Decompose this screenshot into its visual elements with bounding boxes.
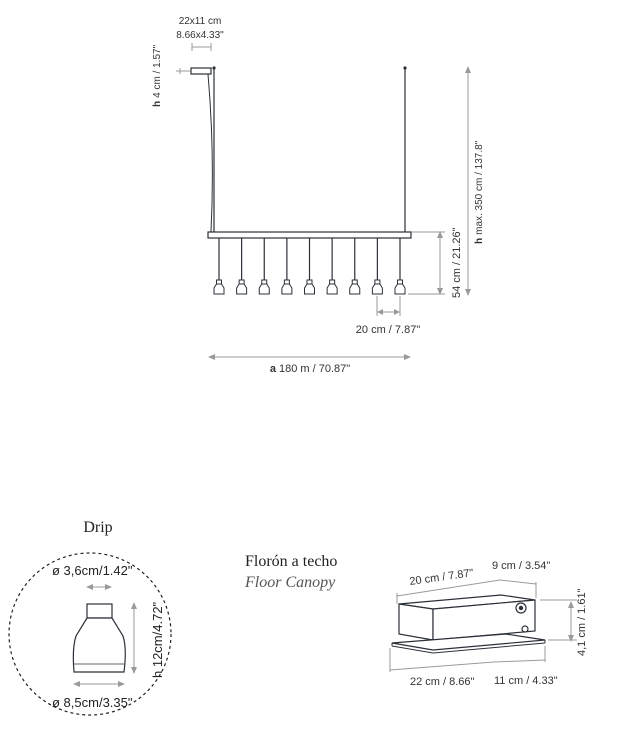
pendant-cap: [239, 280, 244, 284]
canopy-height-value: 4 cm / 1.57": [152, 44, 163, 98]
height-max-arrow-bottom: [465, 289, 471, 296]
pendant-shade: [282, 284, 292, 294]
pendant-lamp: [214, 238, 224, 294]
length-value: 180 m / 70.87": [278, 363, 351, 375]
height-max-label: hmax. 350 cm / 137.8": [474, 140, 485, 244]
pendant-shade: [305, 284, 315, 294]
drip-height-label: h 12cm/4.72": [150, 601, 165, 678]
anchor-left: [212, 66, 215, 69]
pendant-lamp: [350, 238, 360, 294]
height-max-value: max. 350 cm / 137.8": [474, 140, 485, 235]
length-label: a 180 m / 70.87": [269, 363, 351, 375]
pendant-shade: [237, 284, 247, 294]
canopy-title: Florón a techo: [245, 553, 338, 570]
pendant-shade: [259, 284, 269, 294]
horizontal-bar: [208, 232, 411, 238]
pendant-lamp: [327, 238, 337, 294]
bottom-diameter-arrow-right: [118, 681, 125, 687]
top-diameter-arrow-left: [86, 584, 93, 590]
pendant-shade: [372, 284, 382, 294]
canopy-depth-bottom-label: 11 cm / 4.33": [494, 675, 558, 687]
drip-title: Drip: [83, 519, 113, 536]
length-arrow-left: [208, 354, 215, 360]
height-max-arrow-top: [465, 66, 471, 73]
pendant-shade: [350, 284, 360, 294]
canopy-height-value-label: 4,1 cm / 1.61": [576, 588, 588, 656]
pendant-cap: [217, 280, 222, 284]
canopy-depth-top-line: [500, 580, 536, 584]
bottom-diameter-arrow-left: [73, 681, 80, 687]
pendant-lamp: [259, 238, 269, 294]
pendant-lamp: [282, 238, 292, 294]
drip-shade: [73, 604, 125, 672]
canopy-width-label: 22x11 cm: [178, 16, 222, 27]
top-diameter-arrow-right: [105, 584, 112, 590]
pendant-group: [214, 238, 405, 294]
canopy-width-in-label: 8.66x4.33": [176, 30, 224, 41]
pendant-cap: [398, 280, 403, 284]
drop-height-label: 54 cm / 21.26": [451, 227, 463, 298]
canopy-length-bottom-label: 22 cm / 8.66": [410, 676, 475, 688]
power-cable: [208, 74, 212, 232]
pendant-shade: [395, 284, 405, 294]
ceiling-canopy: [191, 68, 211, 74]
canopy-length-top-label: 20 cm / 7.87": [408, 567, 475, 588]
spacing-arrow-left: [377, 309, 383, 315]
pendant-cap: [375, 280, 380, 284]
canopy-connector-large-center: [519, 606, 523, 610]
drip-bottom-diameter-label: ø 8,5cm/3.35": [52, 695, 133, 710]
canopy-subtitle: Floor Canopy: [245, 574, 336, 591]
drip-height-arrow-top: [131, 602, 137, 609]
floor-canopy-detail: [244, 553, 588, 688]
pendant-lamp: [237, 238, 247, 294]
length-arrow-right: [404, 354, 411, 360]
pendant-lamp: [372, 238, 382, 294]
drip-height-arrow-bottom: [131, 667, 137, 674]
anchor-right: [403, 66, 406, 69]
canopy-connector-small: [522, 626, 528, 632]
pendant-lamp: [395, 238, 405, 294]
pendant-cap: [284, 280, 289, 284]
canopy-length-bottom-line: [390, 662, 494, 670]
drip-detail: [9, 519, 171, 715]
pendant-shade: [214, 284, 224, 294]
canopy-depth-bottom-line: [494, 660, 545, 662]
pendant-lamp: [305, 238, 315, 294]
main-pendant-diagram: [152, 16, 485, 375]
canopy-depth-top-label: 9 cm / 3.54": [492, 560, 551, 572]
canopy-height-arrow-top: [568, 601, 574, 608]
pendant-shade: [327, 284, 337, 294]
canopy-height-label: h4 cm / 1.57": [152, 44, 163, 107]
pendant-cap: [352, 280, 357, 284]
canopy-height-arrow-bottom: [568, 635, 574, 642]
pendant-cap: [330, 280, 335, 284]
pendant-cap: [307, 280, 312, 284]
canopy-front-face: [399, 604, 433, 640]
pendant-cap: [262, 280, 267, 284]
drip-top-diameter-label: ø 3,6cm/1.42": [52, 563, 133, 578]
drip-shade-cap: [87, 604, 112, 618]
spacing-label: 20 cm / 7.87": [355, 324, 421, 336]
spacing-arrow-right: [394, 309, 400, 315]
